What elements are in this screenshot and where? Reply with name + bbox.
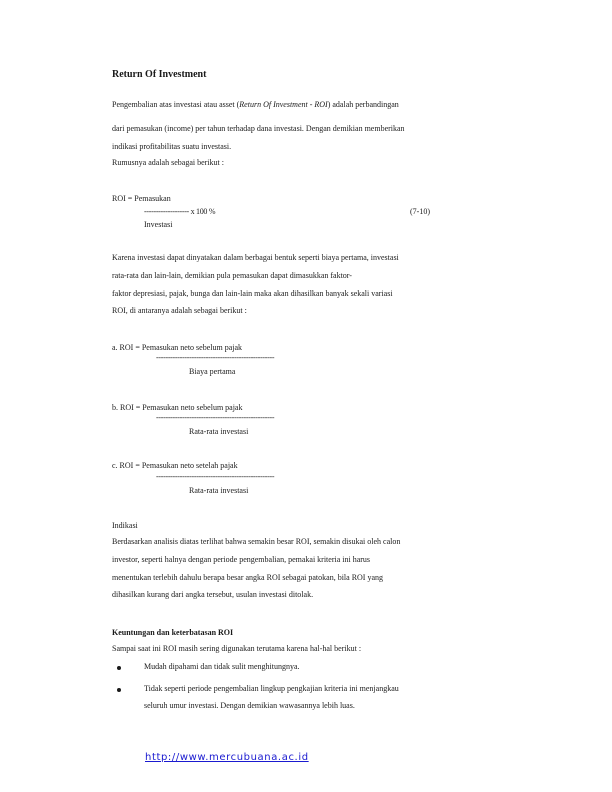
paragraph-2-line-3: faktor depresiasi, pajak, bunga dan lain-lain maka akan dihasilkan banyak sekali variasi: [112, 289, 393, 298]
formula-main-fraction-line: ------------------- x 100 %: [144, 207, 216, 216]
intro-line-1: [112, 100, 399, 110]
bullet-dot-icon: [117, 688, 121, 692]
formula-a-line: --------------------------------------------------: [156, 353, 275, 362]
formula-b-denominator: Rata-rata investasi: [189, 427, 249, 436]
formula-main-denominator: Investasi: [144, 220, 173, 229]
paragraph-2-line-1: Karena investasi dapat dinyatakan dalam berbagai bentuk seperti biaya pertama, investasi: [112, 253, 399, 262]
formula-c-denominator: Rata-rata investasi: [189, 486, 249, 495]
intro-line-1-a: Pengembalian atas investasi atau asset (: [112, 100, 240, 109]
intro-line-3: indikasi profitabilitas suatu investasi.: [112, 142, 232, 151]
indikasi-line-4: dihasilkan kurang dari angka tersebut, usulan investasi ditolak.: [112, 590, 314, 599]
indikasi-line-2: investor, seperti halnya dengan periode pengembalian, pemakai kriteria ini harus: [112, 555, 371, 564]
keuntungan-heading: Keuntungan dan keterbatasan ROI: [112, 628, 234, 637]
formula-main-eq-number: (7-10): [410, 207, 430, 216]
page-title: Return Of Investment: [112, 69, 207, 80]
formula-a-numerator: a. ROI = Pemasukan neto sebelum pajak: [112, 343, 243, 352]
bullet-1-text: Mudah dipahami dan tidak sulit menghitungnya.: [144, 662, 300, 671]
bullet-2-text-line-2: seluruh umur investasi. Dengan demikian wawasannya lebih luas.: [144, 701, 355, 710]
intro-line-4: Rumusnya adalah sebagai berikut :: [112, 158, 224, 167]
indikasi-heading: Indikasi: [112, 521, 138, 530]
paragraph-2-line-4: ROI, di antaranya adalah sebagai berikut :: [112, 306, 247, 315]
indikasi-line-1: Berdasarkan analisis diatas terlihat bahwa semakin besar ROI, semakin disukai oleh calon: [112, 537, 401, 546]
formula-b-line: --------------------------------------------------: [156, 413, 275, 422]
bullet-2-text-line-1: Tidak seperti periode pengembalian lingkup pengkajian kriteria ini menjangkau: [144, 684, 399, 693]
paragraph-2-line-2: rata-rata dan lain-lain, demikian pula pemasukan dapat dimasukkan faktor-: [112, 271, 352, 280]
footer-website-link[interactable]: http://www.mercubuana.ac.id: [145, 752, 309, 763]
intro-line-1-b: ) adalah perbandingan: [327, 100, 399, 109]
formula-b-numerator: b. ROI = Pemasukan neto sebelum pajak: [112, 403, 243, 412]
bullet-dot-icon: [117, 666, 121, 670]
intro-line-2: dari pemasukan (income) per tahun terhadap dana investasi. Dengan demikian memberikan: [112, 124, 405, 133]
formula-main-lhs: ROI = Pemasukan: [112, 194, 171, 203]
keuntungan-line-1: Sampai saat ini ROI masih sering digunakan terutama karena hal-hal berikut :: [112, 644, 362, 653]
indikasi-line-3: menentukan terlebih dahulu berapa besar angka ROI sebagai patokan, bila ROI yang: [112, 573, 384, 582]
formula-a-denominator: Biaya pertama: [189, 367, 236, 376]
formula-c-line: --------------------------------------------------: [156, 472, 275, 481]
intro-line-1-italic: Return Of Investment - ROI: [239, 100, 328, 109]
formula-c-numerator: c. ROI = Pemasukan neto setelah pajak: [112, 461, 238, 470]
